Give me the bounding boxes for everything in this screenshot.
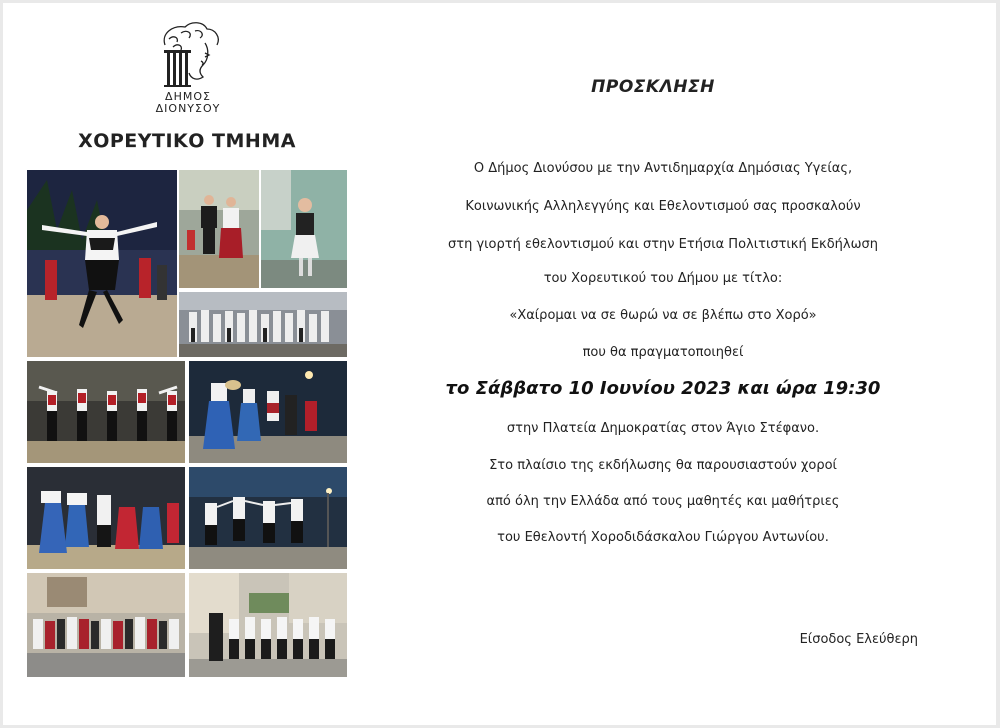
- photo-women-dancers-night: [189, 361, 347, 463]
- event-date-time: το Σάββατο 10 Ιουνίου 2023 και ώρα 19:30: [445, 378, 881, 399]
- photo-choir-white-shirts: [189, 573, 347, 677]
- photo-men-jumping-night: [189, 467, 347, 569]
- text-line-6: που θα πραγματοποιηθεί: [582, 345, 744, 360]
- photo-group-stage: [179, 292, 347, 357]
- invitation-title: ΠΡΟΣΚΛΗΣΗ: [591, 77, 715, 97]
- department-title: ΧΟΡΕΥΤΙΚΟ ΤΜΗΜΑ: [78, 130, 296, 152]
- dionysus-head-icon: [143, 15, 233, 95]
- logo-text-line1: ΔΗΜΟΣ: [165, 90, 211, 103]
- text-line-after-4: του Εθελοντή Χοροδιδάσκαλου Γιώργου Αντωνίου.: [497, 530, 829, 545]
- venue-line: στην Πλατεία Δημοκρατίας στον Άγιο Στέφανο.: [506, 421, 820, 436]
- photo-dancer-leap: [27, 170, 177, 357]
- logo-text-line2: ΔΙΟΝΥΣΟΥ: [155, 102, 221, 115]
- event-title-quote: «Χαίρομαι να σε θωρώ να σε βλέπω στο Χορό»: [509, 308, 817, 323]
- text-line-1: Ο Δήμος Διονύσου με την Αντιδημαρχία Δημόσιας Υγείας,: [473, 161, 853, 176]
- photo-couple-costumes: [179, 170, 259, 288]
- text-line-4: του Χορευτικού του Δήμου με τίτλο:: [543, 271, 783, 286]
- text-line-after-2: Στο πλαίσιο της εκδήλωσης θα παρουσιαστούν χοροί: [489, 458, 837, 473]
- municipality-logo: [143, 15, 233, 115]
- text-line-3: στη γιορτή εθελοντισμού και στην Ετήσια Πολιτιστική Εκδήλωση: [448, 237, 878, 252]
- free-entry-note: Είσοδος Ελεύθερη: [799, 632, 918, 647]
- photo-line-dance-night: [27, 361, 185, 463]
- text-line-2: Κοινωνικής Αλληλεγγύης και Εθελοντισμού σας προσκαλούν: [465, 199, 861, 214]
- photo-circle-dance: [27, 467, 185, 569]
- photo-group-outdoors: [27, 573, 185, 677]
- photo-child-dancer: [261, 170, 347, 288]
- text-line-after-3: από όλη την Ελλάδα από τους μαθητές και μαθήτριες: [486, 494, 840, 509]
- invitation-page: [3, 3, 996, 725]
